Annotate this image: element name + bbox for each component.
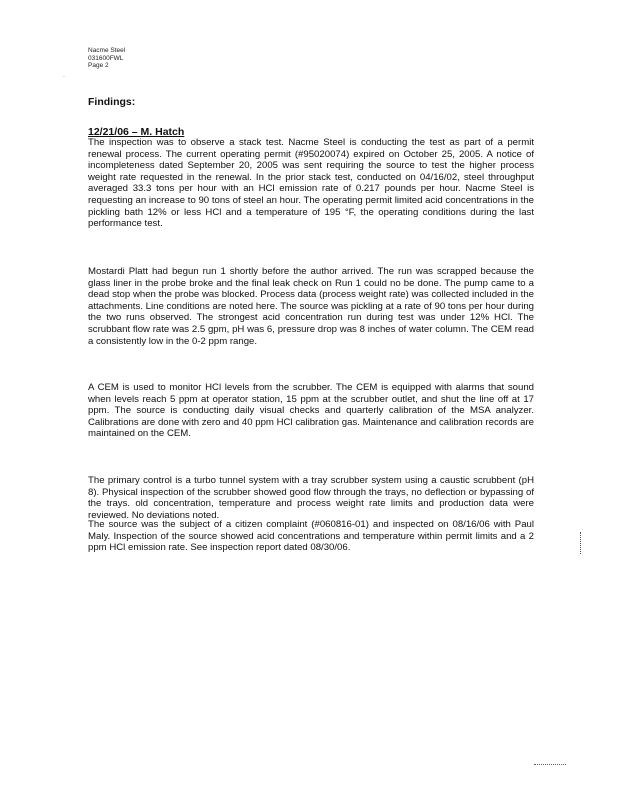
document-header — [88, 47, 125, 70]
paragraph-inspection-overview: The inspection was to observe a stack test. Nacme Steel is conducting the test as part of a permit renewal process. The current operating permit (#95020074) expired on October 25, 2005. A notice of incompleteness dated September 20, 2005 was sent requiring the source to test the higher process weight rate requested in the renewal. In the prior stack test, conducted on 04/16/02, steel throughput averaged 33.3 tons per hour with an HCl emission rate of 0.217 pounds per hour. Nacme Steel is requesting an increase to 90 tons of steel an hour. The operating permit limited acid concentrations in the pickling bath 12% or less HCl and a temperature of 195 °F, the operating conditions during the last performance test. — [88, 137, 534, 230]
paragraph-cem-monitoring: A CEM is used to monitor HCl levels from the scrubber. The CEM is equipped with alarms that sound when levels reach 5 ppm at operator station, 15 ppm at the scrubber outlet, and shut the line off at 17 ppm. The source is conducting daily visual checks and quarterly calibration of the MSA analyzer. Calibrations are done with zero and 40 ppm HCl calibration gas. Maintenance and calibration records are maintained on the CEM. — [88, 382, 534, 440]
margin-dotted-mark — [580, 532, 582, 554]
margin-tick: · — [63, 74, 65, 80]
header-file-id: 031600FWL — [88, 54, 124, 62]
footer-dotted-line — [534, 764, 566, 765]
paragraph-citizen-complaint: The source was the subject of a citizen complaint (#060816-01) and inspected on 08/16/06 with Paul Maly. Inspection of the source showed acid concentrations and temperature within permit limits and a 2 ppm HCl emission rate. See inspection report dated 08/30/06. — [88, 519, 534, 554]
paragraph-test-runs: Mostardi Platt had begun run 1 shortly before the author arrived. The run was scrapped because the glass liner in the probe broke and the final leak check on Run 1 could no be done. The pump came to a dead stop when the probe was blocked. Process data (process weight rate) was collected included in the attachments. Line conditions are noted here. The source was pickling at a rate of 90 tons per hour during the two runs observed. The strongest acid concentration run during test was under 12% HCl. The scrubbant flow rate was 2.5 gpm, pH was 6, pressure drop was 8 inches of water column. The CEM read a consistently low in the 0-2 ppm range. — [88, 266, 534, 347]
header-company: Nacme Steel — [88, 47, 126, 54]
paragraph-primary-control: The primary control is a turbo tunnel system with a tray scrubber system using a caustic scrubbent (pH 8). Physical inspection of the scrubber showed good flow through the trays, no deflection or bypassing of the trays. old concentration, temperature and process weight rate limits and production data were reviewed. No deviations noted. — [88, 475, 534, 521]
entry-heading: 12/21/06 – M. Hatch — [88, 126, 185, 138]
findings-title: Findings: — [88, 96, 136, 108]
header-page-number: Page 2 — [88, 62, 109, 69]
